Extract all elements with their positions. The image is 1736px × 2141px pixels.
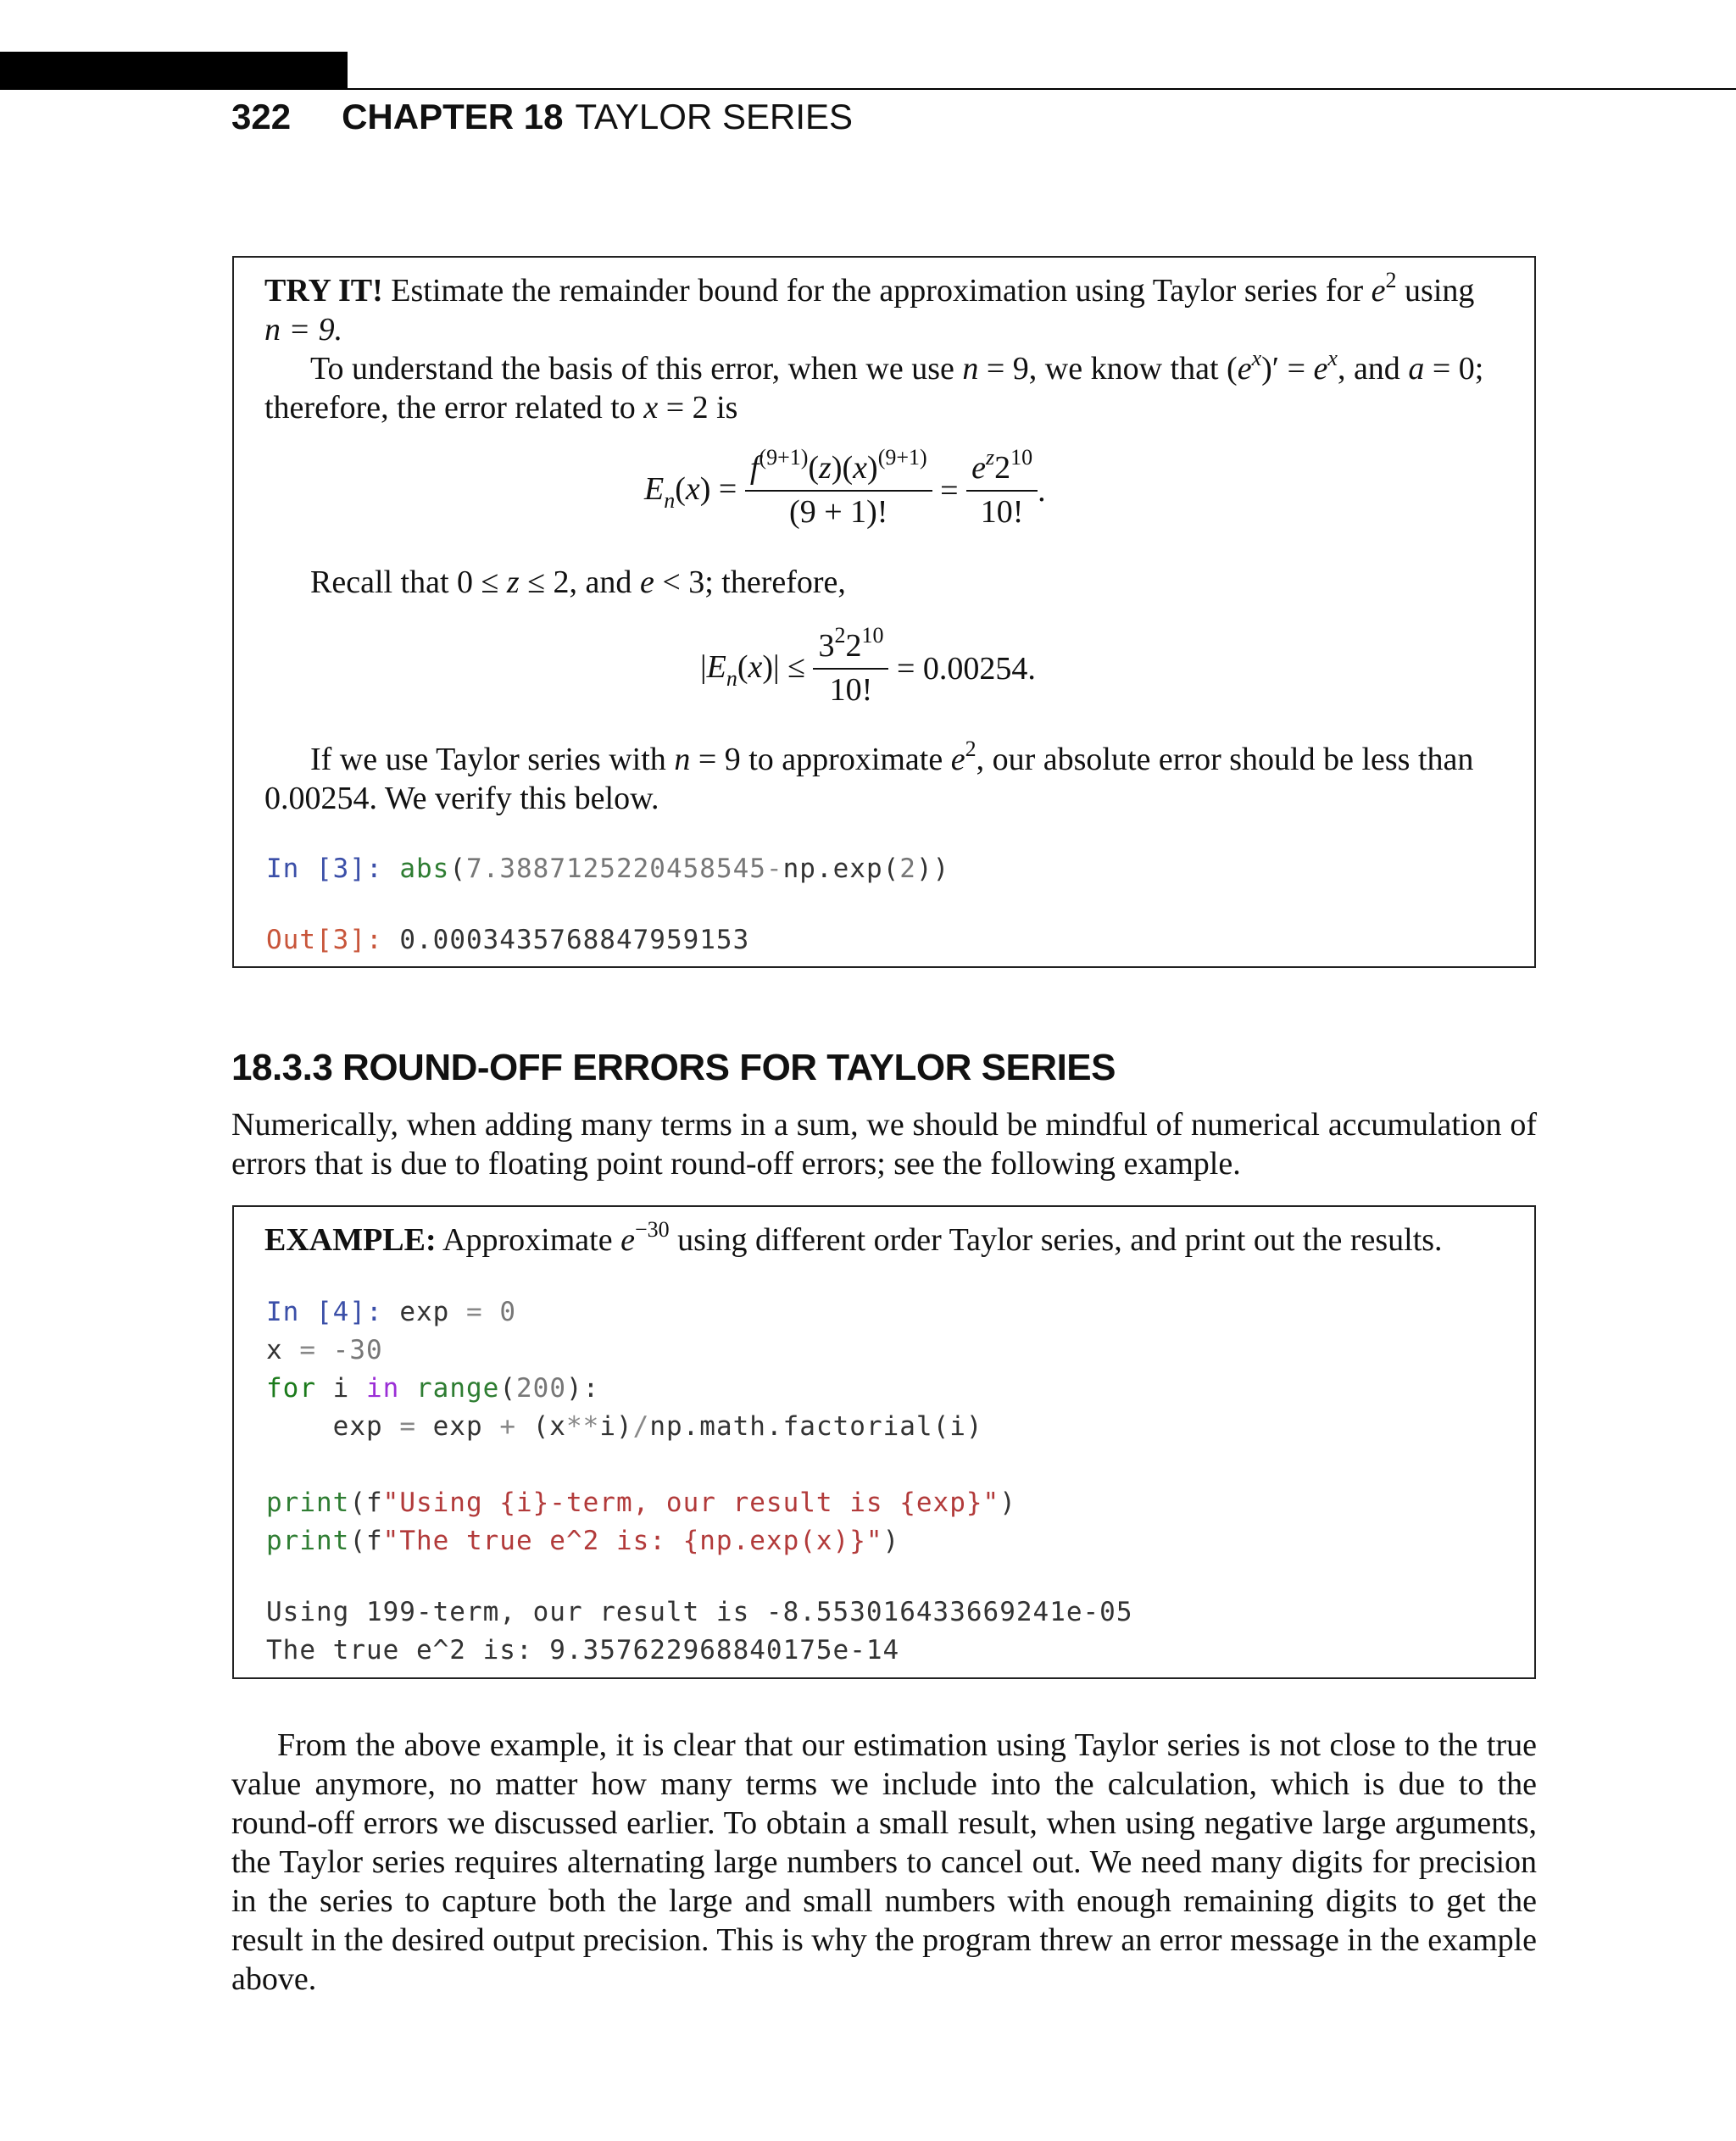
code-cell-3-output: Out[3]: 0.0003435768847959153	[266, 925, 750, 955]
code-cell-3-input: In [3]: abs(7.3887125220458545-np.exp(2))	[266, 854, 950, 884]
remainder-equation: $E_n(x)$ = $\frac{f^{(9+1)}(z)(x)^{(9+1)}}{(9 + 1)!}$ = $\frac{e^z2^{10}}{10!}$ .	[644, 445, 1046, 530]
running-head	[231, 95, 853, 139]
code-cell-4-output	[266, 1593, 1133, 1670]
chapter-title: TAYLOR SERIES	[575, 97, 854, 136]
output-line: The true e^2 is: 9.357622968840175e-14	[266, 1635, 900, 1666]
section-heading: 18.3.3 ROUND-OFF ERRORS FOR TAYLOR SERIES	[231, 1047, 1116, 1088]
bound-equation: $|E_n(x)|$ ≤ $\frac{3^22^{10}}{10!}$ = 0.00254.	[700, 623, 1036, 708]
closing-paragraph: From the above example, it is clear that our estimation using Taylor series is not close to the true value anymore, no matter how many terms we include into the calculation, which is due to the round-off errors we discussed earlier. To obtain a small result, when using negative large arguments, the Taylor series requires alternating large numbers to cancel out. We need many digits for precision in the series to capture both the large and small numbers with enough remaining digits to get the result in the desired output precision. This is why the program threw an error message in the example above.	[231, 1727, 1538, 1997]
example-prompt: EXAMPLE: Approximate $e^{-30}$ using different order Taylor series, and print out the results.	[264, 1217, 1443, 1258]
example-label: EXAMPLE:	[264, 1222, 437, 1258]
try-it-prompt: TRY IT! Estimate the remainder bound for the approximation using Taylor series for $e^2$ using	[264, 268, 1475, 309]
conclusion-line2: 0.00254. We verify this below.	[264, 781, 659, 816]
page-number: 322	[231, 97, 292, 136]
try-it-para2-line2: therefore, the error related to x = 2 is	[264, 390, 738, 425]
chapter-label: CHAPTER 18	[342, 97, 564, 136]
try-it-label: TRY IT!	[264, 273, 383, 309]
header-bar	[0, 52, 348, 90]
try-it-para2: To understand the basis of this error, when we use n = 9, we know that $(e^x)' = e^x$, and a = 0;	[310, 346, 1484, 386]
header-rule	[0, 88, 1736, 90]
try-it-line2: n = 9.	[264, 312, 343, 348]
conclusion-line: If we use Taylor series with n = 9 to approximate $e^2$, our absolute error should be less than	[310, 737, 1474, 777]
section-intro: Numerically, when adding many terms in a sum, we should be mindful of numerical accumulation of errors that is due to floating point round-off errors; see the following example.	[231, 1107, 1537, 1182]
code-cell-4-input: In [4]: exp = 0 x = -30 for i in range(200): exp = exp + (x**i)/np.math.factorial(i) print(f"Using {i}-term, our result is {exp}") print(f"The true e^2 is: {np.exp(x)}")	[266, 1297, 1016, 1556]
recall-line: Recall that 0 ≤ z ≤ 2, and e < 3; therefore,	[310, 564, 846, 600]
output-line: Using 199-term, our result is -8.553016433669241e-05	[266, 1597, 1133, 1627]
